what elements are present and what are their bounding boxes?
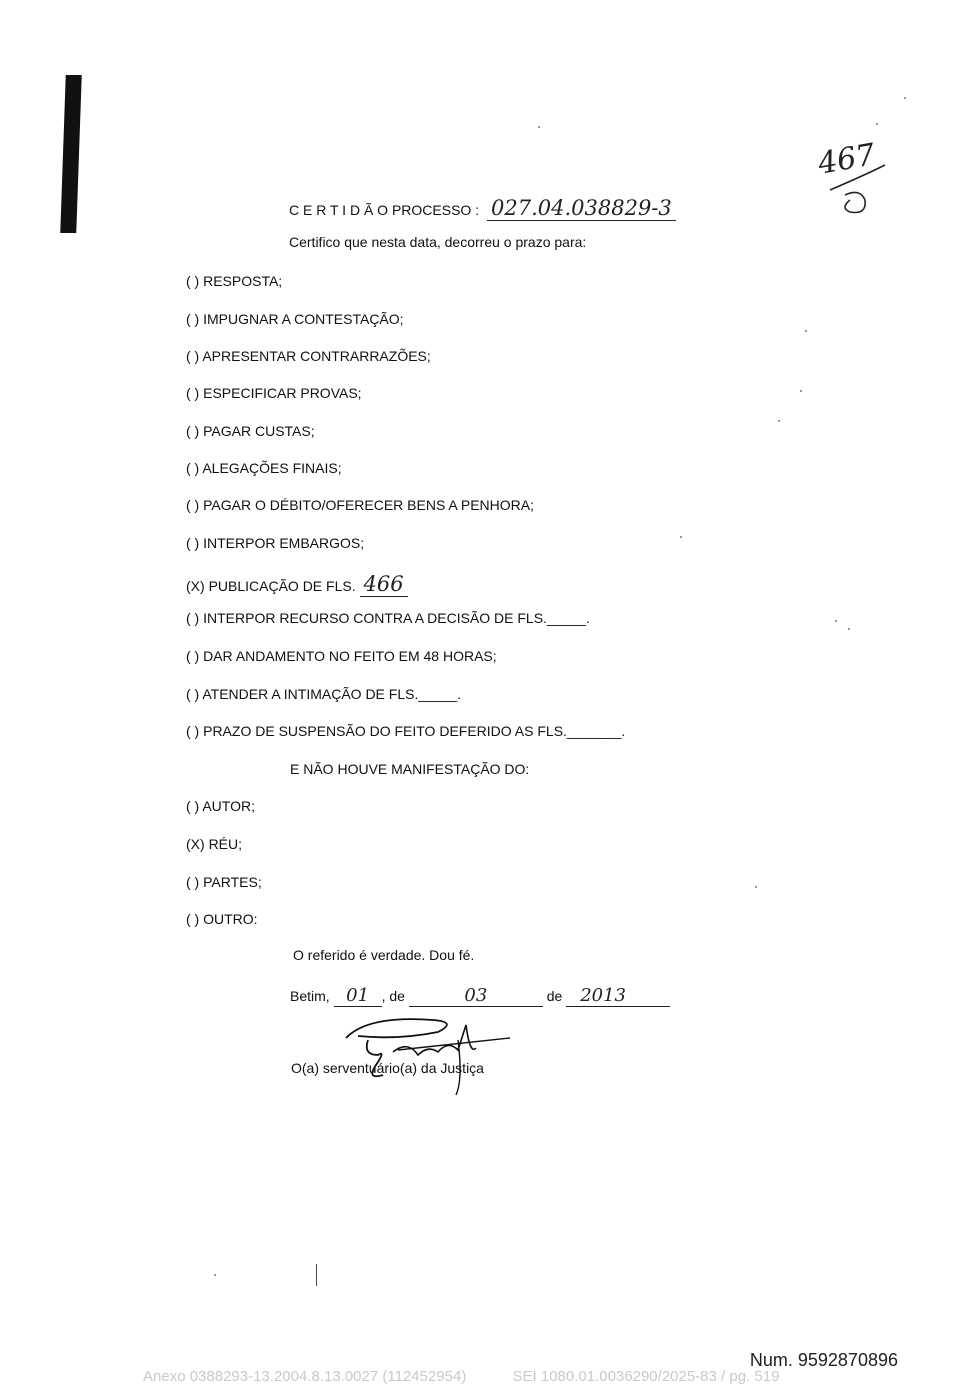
footer-meta — [143, 1368, 779, 1385]
option-checkbox: (X) — [186, 578, 205, 594]
party-row — [186, 836, 242, 852]
date-line — [290, 985, 670, 1007]
scan-speck — [680, 536, 682, 538]
party-row — [186, 911, 258, 927]
scan-speck — [214, 1274, 216, 1276]
option-label: ESPECIFICAR PROVAS; — [203, 385, 362, 401]
party-checkbox: ( ) — [186, 874, 200, 890]
option-label: ATENDER A INTIMAÇÃO DE FLS._____. — [202, 686, 462, 702]
option-row — [186, 723, 625, 739]
de-label-2: de — [546, 988, 563, 1004]
day-field — [334, 985, 382, 1007]
signature — [338, 1010, 518, 1100]
option-checkbox: ( ) — [186, 648, 200, 664]
scan-edge-bar — [60, 75, 82, 233]
certidao-heading — [289, 196, 676, 220]
verdade-text: O referido é verdade. Dou fé. — [293, 947, 475, 963]
party-row — [186, 798, 255, 814]
scan-speck — [805, 330, 807, 332]
page-stamp: 467 — [815, 137, 878, 182]
option-label: DAR ANDAMENTO NO FEITO EM 48 HORAS; — [203, 648, 497, 664]
option-row — [186, 311, 404, 327]
scan-speck — [876, 123, 878, 125]
option-row — [186, 497, 534, 513]
party-checkbox: (X) — [186, 836, 205, 852]
scan-speck — [904, 97, 906, 99]
option-row — [186, 385, 362, 401]
month-value: 03 — [464, 985, 488, 1006]
option-label: PUBLICAÇÃO DE FLS. — [208, 578, 356, 594]
month-field — [409, 985, 543, 1007]
party-checkbox: ( ) — [186, 798, 200, 814]
sei-ref: SEI 1080.01.0036290/2025-83 / pg. 519 — [512, 1368, 780, 1385]
option-label: INTERPOR EMBARGOS; — [203, 535, 365, 551]
party-checkbox: ( ) — [186, 911, 200, 927]
option-label: INTERPOR RECURSO CONTRA A DECISÃO DE FLS._____. — [203, 610, 590, 626]
option-checkbox: ( ) — [186, 273, 200, 289]
option-row — [186, 460, 342, 476]
scan-line — [316, 1264, 317, 1286]
option-label: ALEGAÇÕES FINAIS; — [202, 460, 342, 476]
option-label: PRAZO DE SUSPENSÃO DO FEITO DEFERIDO AS FLS._______. — [203, 723, 626, 739]
year-value: 2013 — [580, 985, 626, 1006]
option-checkbox: ( ) — [186, 460, 200, 476]
option-handwritten-value: 466 — [360, 572, 408, 597]
option-label: IMPUGNAR A CONTESTAÇÃO; — [203, 311, 404, 327]
no-manifest-heading: E NÃO HOUVE MANIFESTAÇÃO DO: — [290, 761, 530, 777]
option-label: APRESENTAR CONTRARRAZÕES; — [202, 348, 431, 364]
option-checkbox: ( ) — [186, 311, 200, 327]
option-row — [186, 423, 315, 439]
day-value: 01 — [346, 985, 370, 1006]
option-label: PAGAR O DÉBITO/OFERECER BENS A PENHORA; — [203, 497, 535, 513]
scan-speck — [755, 886, 757, 888]
option-checkbox: ( ) — [186, 723, 200, 739]
option-checkbox: ( ) — [186, 423, 200, 439]
option-checkbox: ( ) — [186, 348, 200, 364]
option-checkbox: ( ) — [186, 385, 200, 401]
scan-speck — [848, 628, 850, 630]
option-row — [186, 686, 461, 702]
option-checkbox: ( ) — [186, 610, 200, 626]
option-row — [186, 610, 590, 626]
option-row — [186, 273, 282, 289]
option-checkbox: ( ) — [186, 497, 200, 513]
page-stamp-scribble — [825, 160, 895, 220]
certidao-label: C E R T I D Ã O PROCESSO : — [289, 202, 480, 218]
option-row — [186, 535, 364, 551]
option-checkbox: ( ) — [186, 535, 200, 551]
party-row — [186, 874, 262, 890]
scan-speck — [778, 420, 780, 422]
party-label: PARTES; — [203, 874, 262, 890]
city-label: Betim, — [290, 988, 330, 1004]
de-label-1: , de — [381, 988, 405, 1004]
scan-speck — [835, 620, 837, 622]
year-field — [566, 985, 670, 1007]
option-checkbox: ( ) — [186, 686, 200, 702]
scan-speck — [538, 126, 540, 128]
party-label: RÉU; — [208, 836, 243, 852]
option-label: PAGAR CUSTAS; — [203, 423, 315, 439]
option-row — [186, 572, 408, 596]
process-number: 027.04.038829-3 — [487, 196, 676, 221]
option-row — [186, 348, 431, 364]
party-label: OUTRO: — [203, 911, 258, 927]
scan-speck — [800, 390, 802, 392]
anexo-ref: Anexo 0388293-13.2004.8.13.0027 (112452954) — [143, 1368, 467, 1385]
option-label: RESPOSTA; — [203, 273, 283, 289]
intro-text: Certifico que nesta data, decorreu o prazo para: — [289, 234, 587, 250]
document-number: Num. 9592870896 — [749, 1350, 898, 1370]
option-row — [186, 648, 497, 664]
party-label: AUTOR; — [202, 798, 255, 814]
signer-label: O(a) serventuário(a) da Justiça — [291, 1060, 484, 1076]
